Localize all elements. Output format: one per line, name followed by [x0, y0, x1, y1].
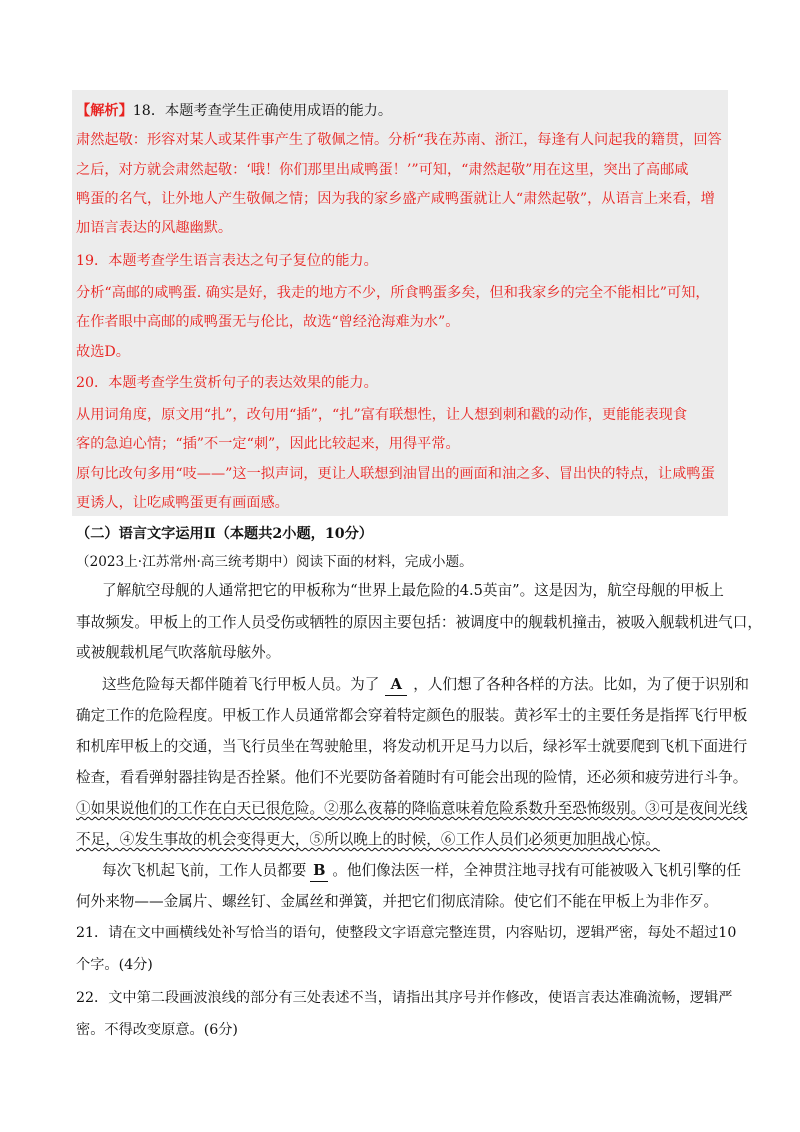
wavy-underlined-line [76, 799, 747, 819]
q19-line: 在作者眼中高邮的咸鸭蛋无与伦比，故选“曾经沧海难为水”。 [76, 314, 460, 330]
wavy-text: 不足，④发生事故的机会变得更大，⑤所以晚上的时候，⑥工作人员们必须更加胆战心惊。 [76, 831, 660, 848]
passage-line: 了解航空母舰的人通常把它的甲板称为“世界上最危险的4.5英亩”。这是因为，航空母舰的甲板上 [102, 582, 724, 599]
passage-line: 检查，看看弹射器挂钩是否拴紧。他们不光要防备着随时有可能会出现的险情，还必须和疲劳进行斗争。 [76, 769, 748, 786]
passage-line-with-blank-b [102, 861, 741, 882]
q18-line: 加语言表达的风趣幽默。 [76, 220, 233, 236]
q19-line: 分析“高邮的咸鸭蛋. 确实是好，我走的地方不少，所食鸭蛋多矣，但和我家乡的完全不能相比”可知， [76, 285, 710, 301]
q19-line: 19．本题考查学生语言表达之句子复位的能力。 [76, 253, 378, 269]
passage-line: 确定工作的危险程度。甲板工作人员通常都会穿着特定颜色的服装。黄衫军士的主要任务是指挥飞行甲板 [76, 707, 748, 724]
q18-analysis-heading [76, 101, 392, 121]
section-heading: （二）语言文字运用Ⅱ（本题共2小题，10分） [76, 526, 373, 542]
passage-line: 和机库甲板上的交通，当飞行员坐在驾驶舱里，将发动机开足马力以后，绿衫军士就要爬到飞机下面进行 [76, 738, 748, 755]
passage-line: 或被舰载机尾气吹落航母舷外。 [76, 644, 281, 661]
passage-text: 这些危险每天都伴随着飞行甲板人员。为了 [102, 676, 380, 693]
q18-line: 之后，对方就会肃然起敬：‘哦！你们那里出咸鸭蛋！’”可知，“肃然起敬”用在这里，突出了高邮咸 [76, 162, 689, 178]
source-note: （2023上·江苏常州·高三统考期中）阅读下面的材料，完成小题。 [76, 554, 473, 570]
q18-line: 鸭蛋的名气，让外地人产生敬佩之情；因为我的家乡盛产咸鸭蛋就让人“肃然起敬”，从语言上来看，增 [76, 191, 715, 207]
passage-text: ，人们想了各种各样的方法。比如，为了便于识别和 [413, 676, 749, 693]
blank-b: B [310, 861, 328, 882]
q20-line: 客的急迫心情；“插”不一定“刺”，因此比较起来，用得平常。 [76, 436, 460, 452]
q20-line: 原句比改句多用“吱——”这一拟声词，更让人联想到油冒出的画面和油之多、冒出快的特点，让咸鸭蛋 [76, 466, 715, 482]
passage-line: 何外来物——金属片、螺丝钉、金属丝和弹簧，并把它们彻底清除。使它们不能在甲板上为非作歹。 [76, 893, 719, 910]
question-21-line: 个字。(4分) [76, 957, 153, 973]
q20-line: 20．本题考查学生赏析句子的表达效果的能力。 [76, 375, 378, 391]
q20-line: 更诱人，让吃咸鸭蛋更有画面感。 [76, 495, 289, 511]
q18-line: 肃然起敬：形容对某人或某件事产生了敬佩之情。分析“我在苏南、浙江，每逢有人问起我的籍贯，回答 [76, 132, 722, 148]
q19-line: 故选D。 [76, 344, 130, 360]
blank-a: A [385, 675, 407, 696]
passage-text: 。他们像法医一样，全神贯注地寻找有可能被吸入飞机引擎的任 [332, 862, 741, 879]
q18-intro: 18．本题考查学生正确使用成语的能力。 [132, 103, 393, 119]
question-22-line: 22．文中第二段画波浪线的部分有三处表述不当，请指出其序号并作修改，使语言表达准确流畅，逻辑严 [76, 990, 733, 1006]
question-22-line: 密。不得改变原意。(6分) [76, 1022, 238, 1038]
wavy-underlined-line [76, 830, 660, 850]
passage-line-with-blank-a [102, 675, 749, 696]
question-21-line: 21．请在文中画横线处补写恰当的语句，使整段文字语意完整连贯，内容贴切，逻辑严密，每处不超过10 [76, 925, 737, 941]
passage-line: 事故频发。甲板上的工作人员受伤或牺牲的原因主要包括：被调度中的舰载机撞击，被吸入舰载机进气口， [76, 614, 762, 631]
q20-line: 从用词角度，原文用“扎”，改句用“插”，“扎”富有联想性，让人想到刺和戳的动作，更能能表现食 [76, 407, 688, 423]
analysis-tag: 【解析】 [76, 103, 133, 119]
passage-text: 每次飞机起飞前，工作人员都要 [102, 862, 307, 879]
wavy-text: ①如果说他们的工作在白天已很危险。②那么夜幕的降临意味着危险系数升至恐怖级别。③可是夜间光线 [76, 800, 748, 817]
